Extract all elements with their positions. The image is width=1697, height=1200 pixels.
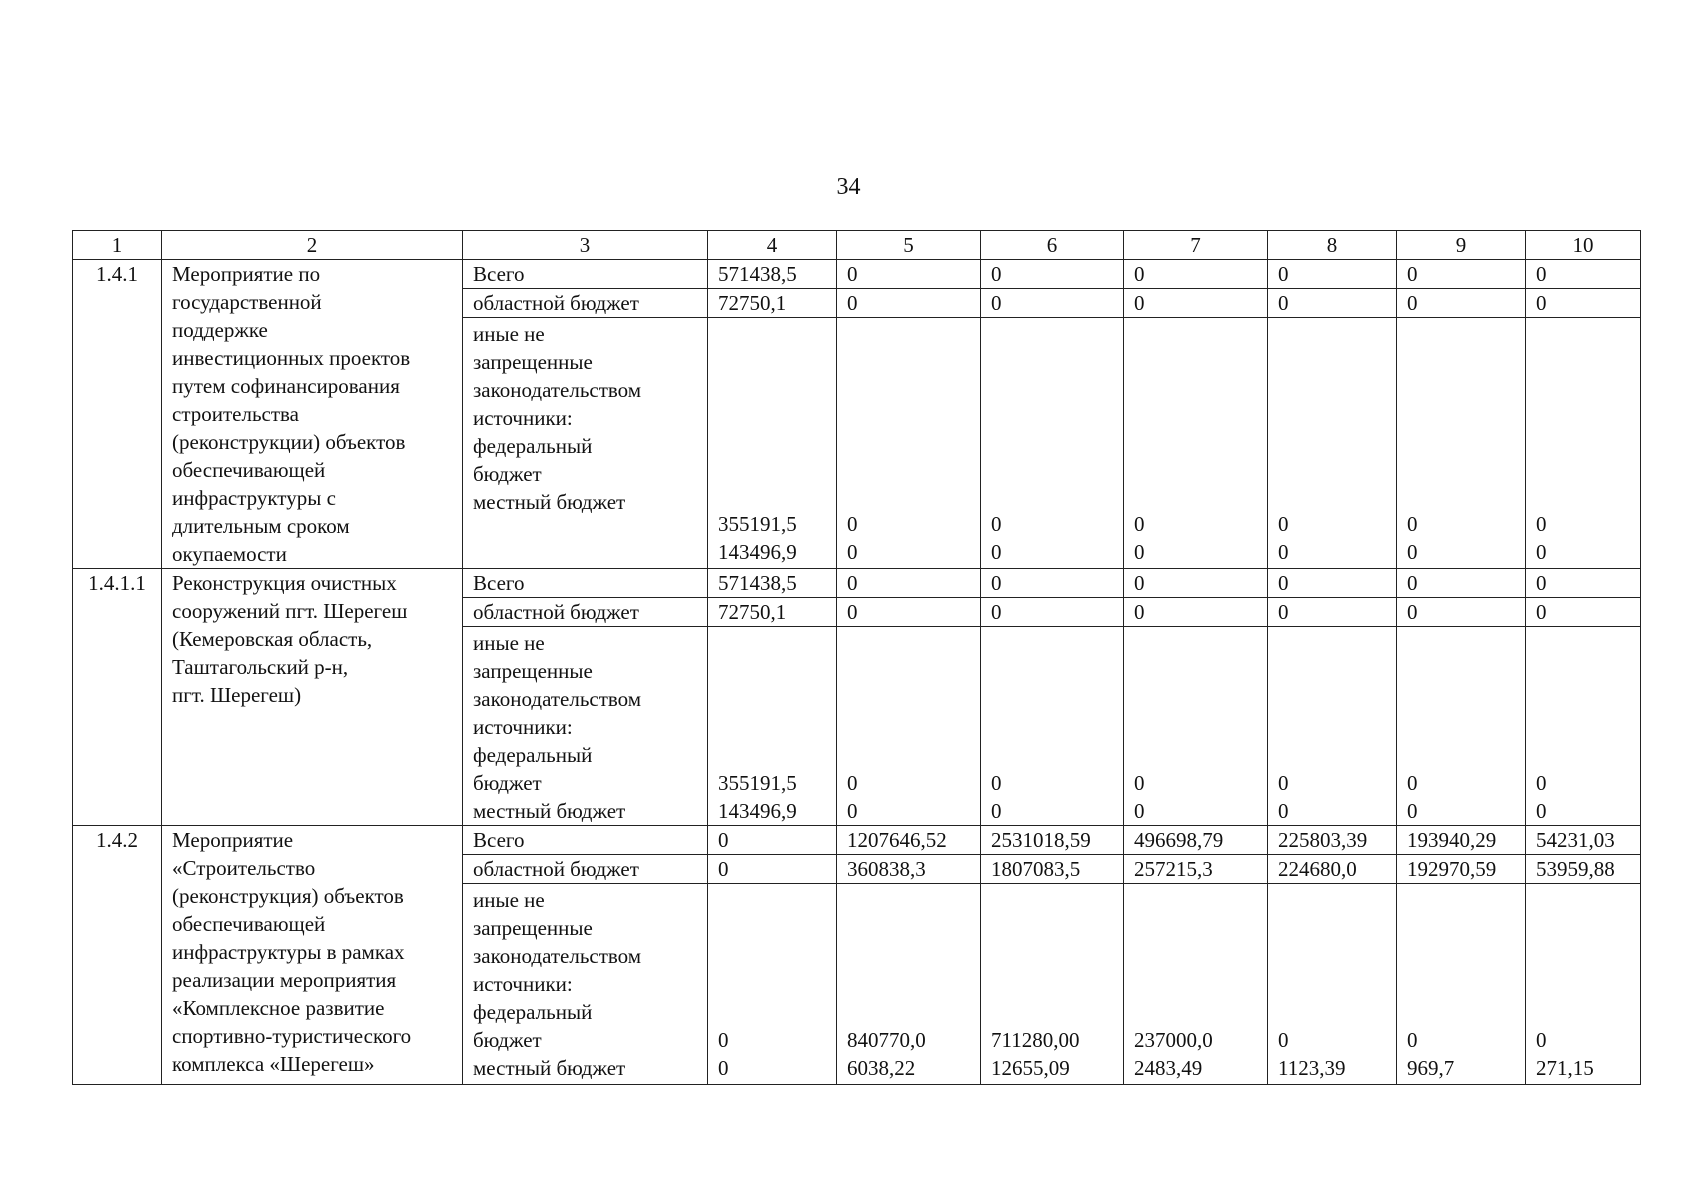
value-cell: 0	[1268, 598, 1397, 627]
column-header: 6	[981, 231, 1124, 260]
federal-value: 355191,5	[718, 771, 797, 795]
value-cell: 0	[1526, 598, 1641, 627]
local-value: 143496,9	[718, 540, 797, 564]
column-header: 7	[1124, 231, 1268, 260]
budget-table	[72, 230, 1641, 1085]
federal-value: 0	[1278, 512, 1289, 536]
value-cell: 0	[837, 569, 981, 598]
value-cell-other	[837, 627, 981, 826]
value-cell: 571438,5	[708, 260, 837, 289]
value-cell-other	[1124, 627, 1268, 826]
federal-label-line: бюджет	[473, 771, 542, 795]
local-value: 271,15	[1536, 1056, 1594, 1080]
item-name-line: «Строительство	[172, 856, 316, 880]
federal-value: 0	[1536, 1028, 1547, 1052]
source-label: Всего	[463, 826, 708, 855]
value-cell: 0	[837, 260, 981, 289]
source-label: областной бюджет	[463, 289, 708, 318]
item-name-line: Мероприятие по	[172, 262, 321, 286]
local-value: 0	[1407, 540, 1418, 564]
item-name-line: (реконструкции) объектов	[172, 430, 406, 454]
local-value: 12655,09	[991, 1056, 1070, 1080]
value-cell: 0	[1526, 569, 1641, 598]
local-value: 0	[718, 1056, 729, 1080]
value-cell: 0	[1124, 569, 1268, 598]
column-header: 2	[162, 231, 463, 260]
value-cell: 0	[1397, 569, 1526, 598]
table-row	[73, 826, 1641, 855]
federal-label-line: федеральный	[473, 1000, 593, 1024]
value-cell-other	[981, 318, 1124, 569]
local-value: 0	[1407, 799, 1418, 823]
value-cell: 496698,79	[1124, 826, 1268, 855]
value-cell-other	[1526, 318, 1641, 569]
value-cell: 0	[1268, 569, 1397, 598]
value-cell-other	[708, 318, 837, 569]
value-cell: 0	[708, 826, 837, 855]
table-body	[73, 231, 1641, 1085]
local-value: 0	[1134, 799, 1145, 823]
other-sources-label-line: иные не	[473, 631, 545, 655]
table-row	[73, 260, 1641, 289]
local-value: 143496,9	[718, 799, 797, 823]
federal-value: 0	[1407, 771, 1418, 795]
local-value: 0	[991, 799, 1002, 823]
value-cell-other	[1526, 884, 1641, 1085]
other-sources-label-line: запрещенные	[473, 350, 593, 374]
value-cell: 53959,88	[1526, 855, 1641, 884]
value-cell: 0	[1397, 598, 1526, 627]
other-sources-label-line: запрещенные	[473, 659, 593, 683]
source-label: областной бюджет	[463, 855, 708, 884]
local-value: 0	[847, 799, 858, 823]
item-number: 1.4.2	[73, 826, 162, 1085]
federal-value: 0	[1134, 771, 1145, 795]
value-cell-other	[1268, 884, 1397, 1085]
value-cell: 54231,03	[1526, 826, 1641, 855]
item-number: 1.4.1	[73, 260, 162, 569]
local-label: местный бюджет	[473, 1056, 626, 1080]
item-name-line: Таштагольский р-н,	[172, 655, 349, 679]
federal-value: 0	[991, 512, 1002, 536]
value-cell-other	[1124, 884, 1268, 1085]
federal-label-line: федеральный	[473, 434, 593, 458]
other-sources-label-line: источники:	[473, 972, 573, 996]
column-header: 10	[1526, 231, 1641, 260]
value-cell: 0	[708, 855, 837, 884]
value-cell-other	[837, 318, 981, 569]
value-cell: 0	[981, 569, 1124, 598]
value-cell: 192970,59	[1397, 855, 1526, 884]
value-cell: 0	[981, 598, 1124, 627]
item-name-line: путем софинансирования	[172, 374, 400, 398]
value-cell-other	[1397, 627, 1526, 826]
source-label: Всего	[463, 569, 708, 598]
item-name-line: инфраструктуры с	[172, 486, 336, 510]
other-sources-label-line: законодательством	[473, 378, 642, 402]
value-cell: 0	[1124, 260, 1268, 289]
federal-value: 0	[991, 771, 1002, 795]
local-value: 0	[1278, 799, 1289, 823]
column-header: 3	[463, 231, 708, 260]
value-cell: 2531018,59	[981, 826, 1124, 855]
item-name-line: строительства	[172, 402, 300, 426]
value-cell-other	[981, 884, 1124, 1085]
other-sources-label-line: источники:	[473, 406, 573, 430]
value-cell-other	[708, 627, 837, 826]
value-cell: 0	[1526, 289, 1641, 318]
column-header: 4	[708, 231, 837, 260]
value-cell: 0	[1526, 260, 1641, 289]
value-cell: 0	[1268, 289, 1397, 318]
federal-value: 0	[1278, 1028, 1289, 1052]
value-cell-other	[1124, 318, 1268, 569]
federal-value: 0	[847, 512, 858, 536]
value-cell: 72750,1	[708, 289, 837, 318]
local-label: местный бюджет	[473, 799, 626, 823]
source-label-other	[463, 318, 708, 569]
item-name-line: сооружений пгт. Шерегеш	[172, 599, 408, 623]
federal-value: 0	[1134, 512, 1145, 536]
header-row	[73, 231, 1641, 260]
value-cell-other	[1268, 627, 1397, 826]
item-name-line: пгт. Шерегеш)	[172, 683, 302, 707]
federal-value: 0	[718, 1028, 729, 1052]
federal-label-line: бюджет	[473, 462, 542, 486]
value-cell: 0	[1124, 598, 1268, 627]
item-name-line: «Комплексное развитие	[172, 996, 385, 1020]
value-cell: 360838,3	[837, 855, 981, 884]
value-cell: 0	[837, 598, 981, 627]
item-name	[162, 260, 463, 569]
value-cell-other	[1397, 884, 1526, 1085]
value-cell-other	[1397, 318, 1526, 569]
federal-label-line: бюджет	[473, 1028, 542, 1052]
other-sources-label-line: законодательством	[473, 687, 642, 711]
value-cell: 257215,3	[1124, 855, 1268, 884]
item-name-line: (реконструкция) объектов	[172, 884, 404, 908]
federal-value: 0	[1536, 512, 1547, 536]
value-cell: 0	[1268, 260, 1397, 289]
column-header: 5	[837, 231, 981, 260]
value-cell: 0	[1397, 260, 1526, 289]
source-label: Всего	[463, 260, 708, 289]
other-sources-label-line: запрещенные	[473, 916, 593, 940]
item-name-line: спортивно-туристического	[172, 1024, 412, 1048]
other-sources-label-line: законодательством	[473, 944, 642, 968]
federal-value: 0	[1536, 771, 1547, 795]
other-sources-label-line: источники:	[473, 715, 573, 739]
item-name-line: обеспечивающей	[172, 912, 326, 936]
value-cell-other	[837, 884, 981, 1085]
source-label-other	[463, 627, 708, 826]
federal-value: 0	[1407, 1028, 1418, 1052]
local-value: 1123,39	[1278, 1056, 1346, 1080]
other-sources-label-line: иные не	[473, 322, 545, 346]
item-name-line: Реконструкция очистных	[172, 571, 397, 595]
other-sources-label-line: иные не	[473, 888, 545, 912]
column-header: 8	[1268, 231, 1397, 260]
value-cell: 224680,0	[1268, 855, 1397, 884]
table-row	[73, 569, 1641, 598]
item-name-line: инвестиционных проектов	[172, 346, 411, 370]
item-name-line: поддержке	[172, 318, 268, 342]
local-value: 6038,22	[847, 1056, 916, 1080]
federal-label-line: федеральный	[473, 743, 593, 767]
federal-value: 237000,0	[1134, 1028, 1213, 1052]
value-cell: 72750,1	[708, 598, 837, 627]
local-value: 0	[1278, 540, 1289, 564]
item-number: 1.4.1.1	[73, 569, 162, 826]
item-name-line: комплекса «Шерегеш»	[172, 1052, 375, 1076]
item-name	[162, 569, 463, 826]
column-header: 9	[1397, 231, 1526, 260]
item-name	[162, 826, 463, 1085]
item-name-line: (Кемеровская область,	[172, 627, 373, 651]
federal-value: 0	[1278, 771, 1289, 795]
item-name-line: Мероприятие	[172, 828, 294, 852]
federal-value: 0	[847, 771, 858, 795]
value-cell-other	[708, 884, 837, 1085]
value-cell: 0	[981, 260, 1124, 289]
value-cell: 0	[1124, 289, 1268, 318]
local-value: 0	[1536, 799, 1547, 823]
item-name-line: государственной	[172, 290, 322, 314]
value-cell: 0	[981, 289, 1124, 318]
local-value: 0	[991, 540, 1002, 564]
local-label: местный бюджет	[473, 490, 626, 514]
value-cell: 1207646,52	[837, 826, 981, 855]
federal-value: 711280,00	[991, 1028, 1080, 1052]
federal-value: 355191,5	[718, 512, 797, 536]
column-header: 1	[73, 231, 162, 260]
value-cell: 0	[837, 289, 981, 318]
page-number: 34	[836, 174, 861, 200]
value-cell: 0	[1397, 289, 1526, 318]
local-value: 0	[847, 540, 858, 564]
local-value: 0	[1536, 540, 1547, 564]
local-value: 0	[1134, 540, 1145, 564]
item-name-line: обеспечивающей	[172, 458, 326, 482]
federal-value: 840770,0	[847, 1028, 926, 1052]
source-label-other	[463, 884, 708, 1085]
value-cell-other	[981, 627, 1124, 826]
value-cell: 225803,39	[1268, 826, 1397, 855]
value-cell-other	[1268, 318, 1397, 569]
value-cell: 571438,5	[708, 569, 837, 598]
item-name-line: инфраструктуры в рамках	[172, 940, 405, 964]
federal-value: 0	[1407, 512, 1418, 536]
value-cell: 193940,29	[1397, 826, 1526, 855]
source-label: областной бюджет	[463, 598, 708, 627]
item-name-line: реализации мероприятия	[172, 968, 397, 992]
local-value: 2483,49	[1134, 1056, 1203, 1080]
item-name-line: окупаемости	[172, 542, 287, 566]
value-cell: 1807083,5	[981, 855, 1124, 884]
value-cell-other	[1526, 627, 1641, 826]
item-name-line: длительным сроком	[172, 514, 350, 538]
local-value: 969,7	[1407, 1056, 1455, 1080]
